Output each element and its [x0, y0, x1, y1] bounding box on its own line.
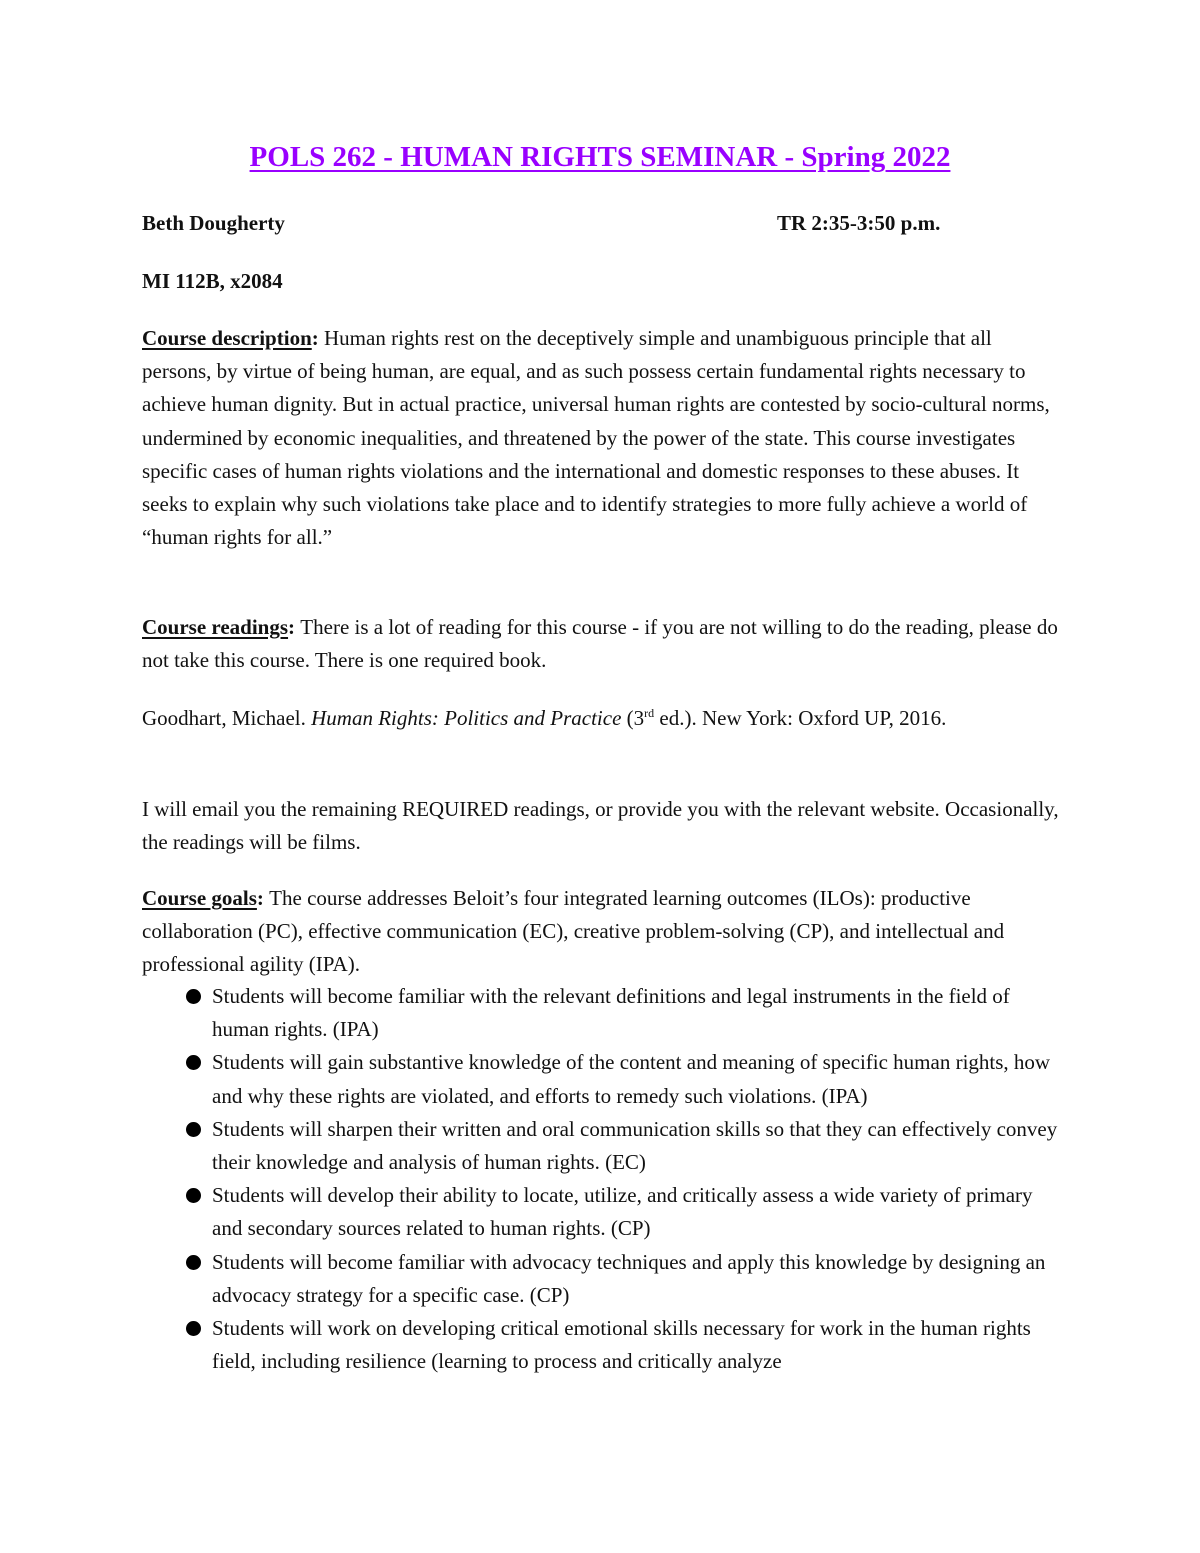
- course-goals-text: The course addresses Beloit’s four integrated learning outcomes (ILOs): productive collaboration (PC), effective communication (EC), creative problem-solving (CP), and intellectual and professional agility (IPA).: [142, 886, 1005, 977]
- bullet-icon: [186, 1255, 201, 1270]
- class-schedule: TR 2:35-3:50 p.m.: [777, 211, 941, 235]
- bullet-icon: [186, 1055, 201, 1070]
- bullet-icon: [186, 1122, 201, 1137]
- list-item: Students will become familiar with advocacy techniques and apply this knowledge by designing an advocacy strategy for a specific case. (CP): [142, 1246, 1062, 1312]
- bullet-icon: [186, 1188, 201, 1203]
- course-title: POLS 262 - HUMAN RIGHTS SEMINAR - Spring 2022: [249, 141, 951, 173]
- readings-note: I will email you the remaining REQUIRED readings, or provide you with the relevant website. Occasionally, the readings will be films.: [142, 797, 1059, 855]
- citation-publisher: ed.). New York: Oxford UP, 2016.: [659, 706, 947, 730]
- goals-list: [142, 980, 1062, 1378]
- course-description-text: Human rights rest on the deceptively simple and unambiguous principle that all persons, by virtue of being human, are equal, and as such possess certain fundamental rights necessary to achieve human dignity. But in actual practice, universal human rights are contested by socio-cultural norms, undermined by economic inequalities, and threatened by the power of the state. This course investigates specific cases of human rights violations and the international and domestic responses to these abuses. It seeks to explain why such violations take place and to identify strategies to more fully achieve a world of “human rights for all.”: [142, 326, 1050, 550]
- list-item: Students will gain substantive knowledge of the content and meaning of specific human rights, how and why these rights are violated, and efforts to remedy such violations. (IPA): [142, 1046, 1062, 1112]
- bullet-icon: [186, 989, 201, 1004]
- course-readings-text: There is a lot of reading for this course - if you are not willing to do the reading, please do not take this course. There is one required book.: [142, 615, 1058, 673]
- course-readings-label: Course readings: [142, 615, 289, 639]
- citation-title: Human Rights: Politics and Practice: [311, 706, 622, 730]
- list-item: Students will become familiar with the relevant definitions and legal instruments in the field of human rights. (IPA): [142, 980, 1062, 1046]
- citation-author: Goodhart, Michael.: [142, 706, 306, 730]
- course-description: Course description: Human rights rest on the deceptively simple and unambiguous principle that all persons, by virtue of being human, are equal, and as such possess certain fundamental rights necessary to achieve human dignity. But in actual practice, universal human rights are contested by socio-cultural norms, undermined by economic inequalities, and threatened by the power of the state. This course investigates specific cases of human rights violations and the international and domestic responses to these abuses. It seeks to explain why such violations take place and to identify strategies to more fully achieve a world of “human rights for all.”: [142, 326, 1050, 550]
- course-goals: Course goals: The course addresses Beloit’s four integrated learning outcomes (ILOs): productive collaboration (PC), effective communication (EC), creative problem-solving (CP), and intellectual and professional agility (IPA).: [142, 886, 1005, 977]
- list-item: Students will work on developing critical emotional skills necessary for work in the human rights field, including resilience (learning to process and critically analyze: [142, 1312, 1062, 1378]
- list-item: Students will sharpen their written and oral communication skills so that they can effectively convey their knowledge and analysis of human rights. (EC): [142, 1113, 1062, 1179]
- instructor-name: Beth Dougherty: [142, 211, 285, 235]
- list-item: Students will develop their ability to locate, utilize, and critically assess a wide variety of primary and secondary sources related to human rights. (CP): [142, 1179, 1062, 1245]
- citation-edition-suffix: rd: [644, 706, 655, 720]
- required-book-citation: [142, 702, 1062, 735]
- course-readings: Course readings: There is a lot of reading for this course - if you are not willing to do the reading, please do not take this course. There is one required book.: [142, 615, 1058, 673]
- citation-edition: (3: [626, 706, 645, 730]
- course-goals-label: Course goals: [142, 886, 257, 910]
- course-description-label: Course description: [142, 326, 312, 350]
- office-info: MI 112B, x2084: [142, 269, 283, 293]
- bullet-icon: [186, 1321, 201, 1336]
